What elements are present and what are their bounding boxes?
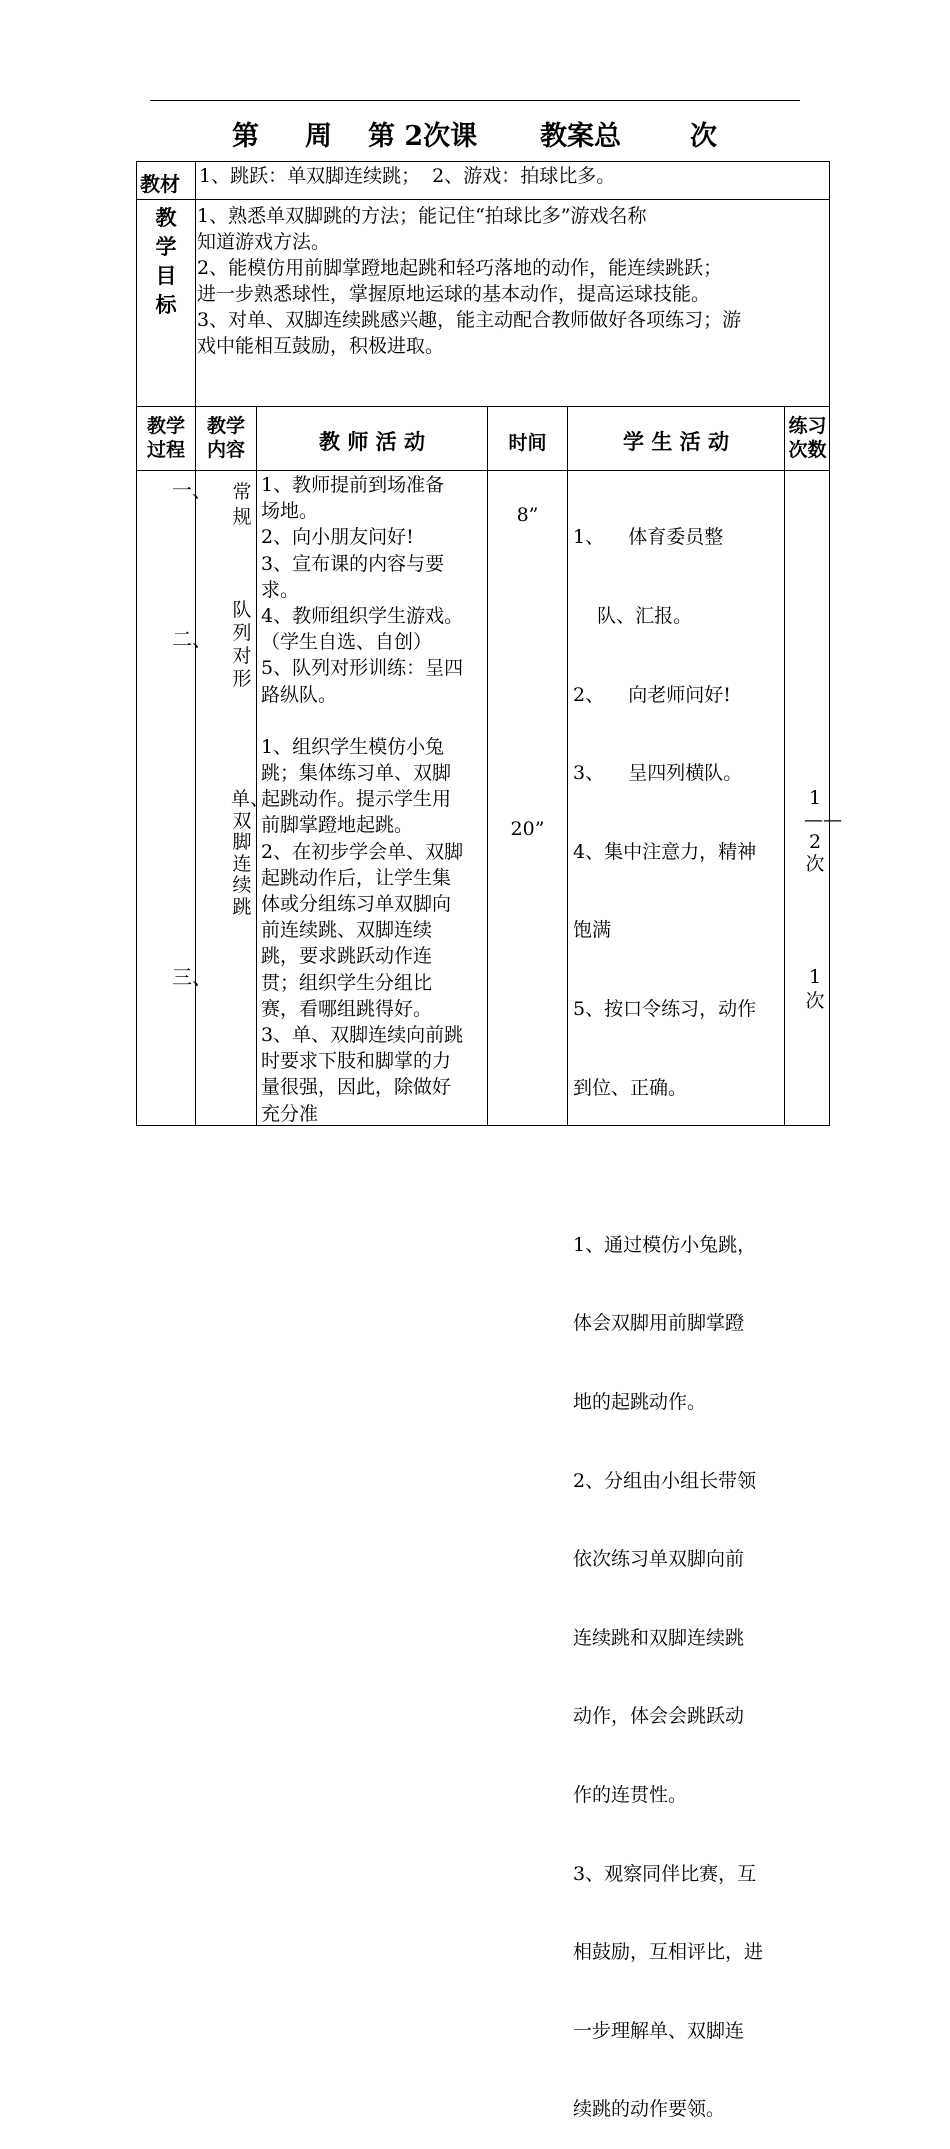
col-divider-2 <box>256 406 257 1126</box>
material-content: 1、跳跃：单双脚连续跳； 2、游戏：拍球比多。 <box>199 165 616 187</box>
teacher-line: 起跳动作。提示学生用 <box>261 788 452 811</box>
student-activities <box>573 472 784 2149</box>
teacher-line: 3、单、双脚连续向前跳 <box>261 1024 464 1047</box>
teacher-line: 路纵队。 <box>261 683 338 706</box>
content-formation: 队列对形 <box>232 599 252 690</box>
header-process: 教学过程 <box>146 415 185 461</box>
title-lesson: 第 2次课 <box>368 121 478 152</box>
teacher-line: 体或分组练习单双脚向 <box>261 893 452 916</box>
student-line: 依次练习单双脚向前 <box>573 1548 745 1571</box>
col-divider-5 <box>784 406 785 1126</box>
student-line: 一步理解单、双脚连 <box>573 2019 745 2042</box>
objective-line: 戏中能相互鼓励，积极进取。 <box>197 335 445 357</box>
title-week-unit: 周 <box>305 121 332 152</box>
student-line: 体会双脚用前脚掌蹬 <box>573 1312 745 1335</box>
teacher-line: 充分准 <box>261 1102 319 1125</box>
teacher-line: 起跳动作后，让学生集 <box>261 866 452 889</box>
reps-game: 1次 <box>805 966 825 1012</box>
student-line: 相鼓励，互相评比，进 <box>573 1941 764 1964</box>
objectives-content <box>197 203 830 359</box>
time-jump: 20” <box>510 818 545 840</box>
teacher-line: 前脚掌蹬地起跳。 <box>261 814 414 837</box>
content-jump: 单、双脚连续跳 <box>231 788 270 918</box>
student-line: 连续跳和双脚连续跳 <box>573 1626 745 1649</box>
student-line: 3、 呈四列横队。 <box>573 762 743 785</box>
teacher-line: （学生自选、自创） <box>261 631 433 654</box>
teacher-line: 4、教师组织学生游戏。 <box>261 605 464 628</box>
teacher-line: 赛，看哪组跳得好。 <box>261 997 433 1020</box>
student-line: 2、分组由小组长带领 <box>573 1469 757 1492</box>
header-content: 教学内容 <box>206 415 245 461</box>
row-divider-objectives <box>136 406 830 407</box>
student-line: 3、观察同伴比赛，互 <box>573 1862 757 1885</box>
col-divider-1 <box>195 406 196 1126</box>
col-divider-top <box>195 161 196 406</box>
student-line: 地的起跳动作。 <box>573 1390 707 1413</box>
student-line: 饱满 <box>573 919 612 942</box>
page-title <box>150 114 800 158</box>
teacher-line: 1、教师提前到场准备 <box>261 474 445 496</box>
student-line: 4、集中注意力，精神 <box>573 840 757 863</box>
header-time: 时间 <box>508 432 547 454</box>
teacher-activities <box>261 472 487 1127</box>
process-step-one: 一、 <box>172 478 212 502</box>
student-line: 作的连贯性。 <box>573 1783 688 1806</box>
objective-line: 1、熟悉单双脚跳的方法；能记住“拍球比多”游戏名称 <box>197 205 647 227</box>
objective-line: 3、对单、双脚连续跳感兴趣，能主动配合教师做好各项练习；游 <box>197 309 742 331</box>
student-line: 队、汇报。 <box>573 605 693 628</box>
process-step-two: 二、 <box>172 627 212 651</box>
teacher-line: 3、宣布课的内容与要 <box>261 552 445 575</box>
objectives-label: 教学目标 <box>155 206 177 317</box>
student-line: 1、 体育委员整 <box>573 526 724 549</box>
objective-line: 进一步熟悉球性，掌握原地运球的基本动作，提高运球技能。 <box>197 283 711 305</box>
title-week-label: 第 <box>232 121 259 152</box>
header-teacher: 教 师 活 动 <box>319 430 425 454</box>
process-step-three: 三、 <box>172 965 212 989</box>
header-student: 学 生 活 动 <box>623 430 729 454</box>
title-count-unit: 次 <box>690 121 717 152</box>
teacher-line <box>261 708 487 734</box>
header-reps: 练习次数 <box>788 415 827 461</box>
material-label: 教材 <box>140 172 180 196</box>
student-line <box>573 1153 784 1179</box>
teacher-line: 2、在初步学会单、双脚 <box>261 840 464 863</box>
teacher-line: 前连续跳、双脚连续 <box>261 919 433 942</box>
student-line: 5、按口令练习，动作 <box>573 998 757 1021</box>
row-divider-header <box>136 470 830 471</box>
student-line: 续跳的动作要领。 <box>573 2098 726 2121</box>
teacher-line: 场地。 <box>261 500 319 523</box>
student-line: 1、通过模仿小兔跳， <box>573 1233 757 1256</box>
teacher-line: 5、队列对形训练：呈四 <box>261 657 464 680</box>
col-divider-4 <box>567 406 568 1126</box>
teacher-line: 贯；组织学生分组比 <box>261 971 433 994</box>
teacher-line: 量很强，因此，除做好 <box>261 1076 452 1099</box>
header-rule <box>150 100 800 101</box>
student-line: 2、 向老师问好! <box>573 683 731 706</box>
teacher-line: 1、组织学生模仿小兔 <box>261 735 445 758</box>
time-routine: 8” <box>516 504 539 526</box>
teacher-line: 跳；集体练习单、双脚 <box>261 762 452 785</box>
objective-line: 知道游戏方法。 <box>197 231 331 253</box>
row-divider-material <box>136 199 830 200</box>
student-line: 动作，体会会跳跃动 <box>573 1705 745 1728</box>
student-line: 到位、正确。 <box>573 1076 688 1099</box>
content-routine: 常规 <box>232 481 252 528</box>
teacher-line: 跳，要求跳跃动作连 <box>261 945 433 968</box>
teacher-line: 求。 <box>261 578 300 601</box>
reps-jump: 1——2次 <box>804 787 842 875</box>
teacher-line: 时要求下肢和脚掌的力 <box>261 1050 452 1073</box>
teacher-line: 2、向小朋友问好! <box>261 526 414 549</box>
objective-line: 2、能模仿用前脚掌蹬地起跳和轻巧落地的动作，能连续跳跃； <box>197 257 723 279</box>
title-plan-label: 教案总 <box>540 121 621 152</box>
